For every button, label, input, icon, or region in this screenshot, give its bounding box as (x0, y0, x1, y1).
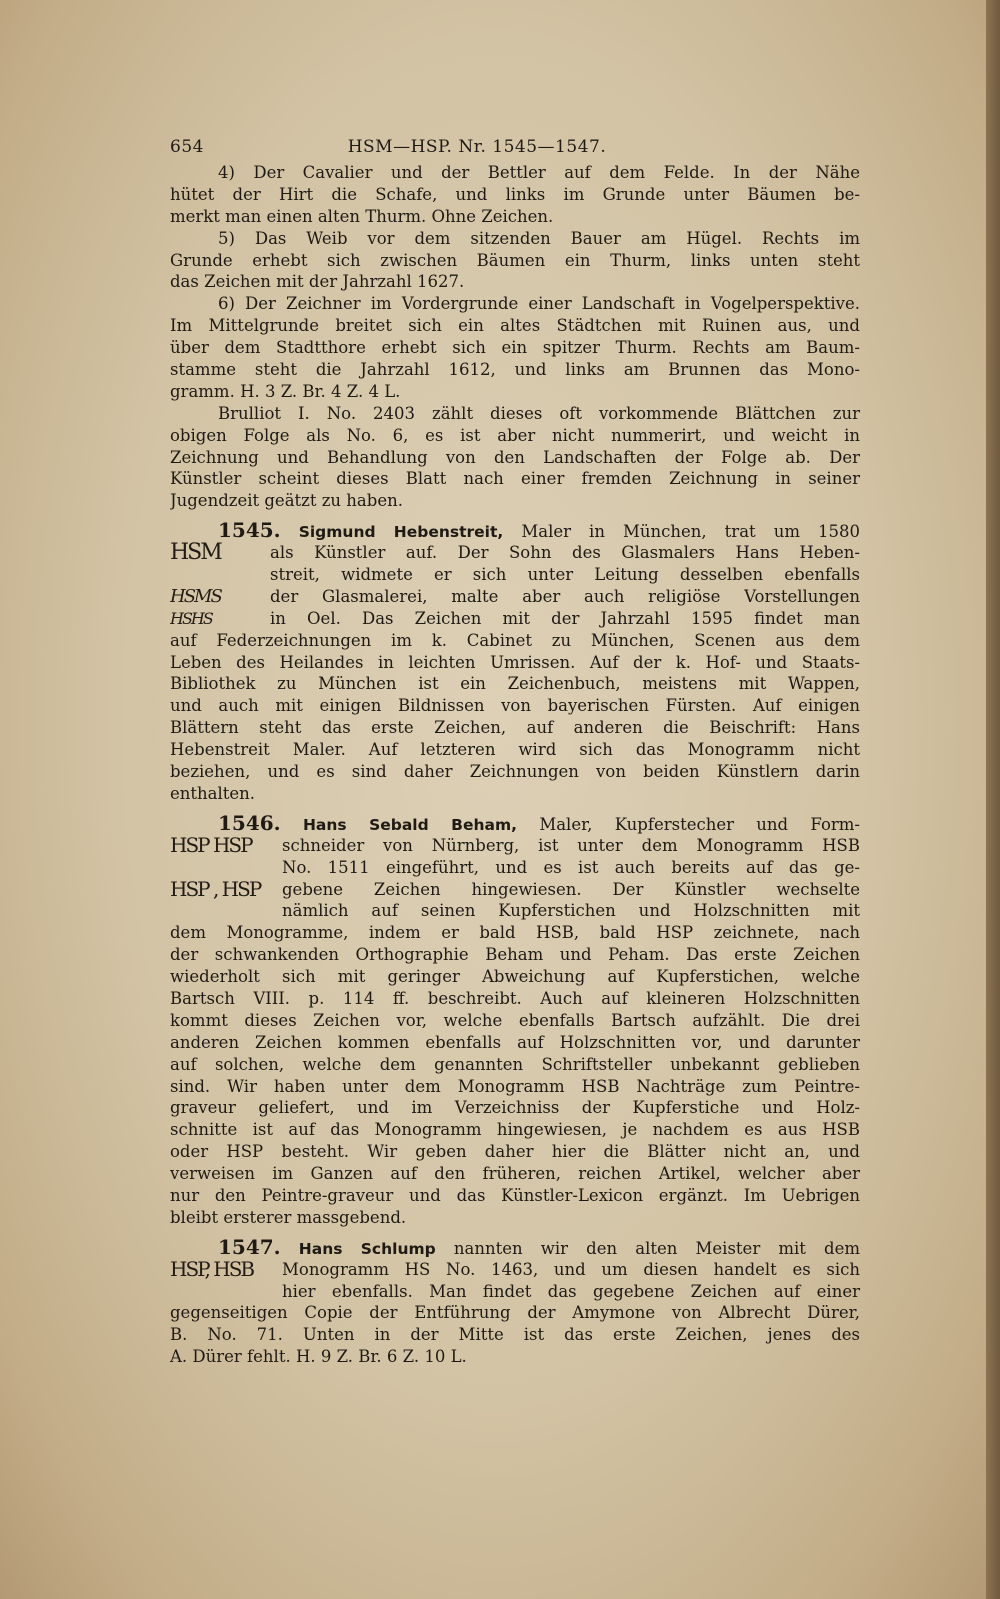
text-line: hütet der Hirt die Schafe, und links im Grunde unter Bäumen be- (170, 184, 860, 204)
text-line: als Künstler auf. Der Sohn des Glasmalers Hans Heben- (270, 543, 860, 563)
text-line: No. 1511 eingeführt, und es ist auch bereits auf das ge- (282, 857, 860, 877)
text-line: merkt man einen alten Thurm. Ohne Zeichen. (170, 206, 554, 226)
text-line: sind. Wir haben unter dem Monogramm HSB Nachträge zum Peintre- (170, 1076, 860, 1096)
text-line: Leben des Heilandes in leichten Umrissen. Auf der k. Hof- und Staats- (170, 652, 860, 672)
text-line: bleibt ersterer massgebend. (170, 1207, 407, 1227)
monogram-image: HSP HSP (170, 834, 252, 857)
text-line: gramm. H. 3 Z. Br. 4 Z. 4 L. (170, 381, 401, 401)
monogram-image: HSMS (170, 585, 221, 607)
text-line: obigen Folge als No. 6, es ist aber nicht nummerirt, und weicht in (170, 425, 860, 445)
text-line: A. Dürer fehlt. H. 9 Z. Br. 6 Z. 10 L. (170, 1347, 467, 1367)
running-header (170, 132, 860, 162)
text-line: streit, widmete er sich unter Leitung desselben ebenfalls (270, 565, 860, 585)
text-line: schneider von Nürnberg, ist unter dem Monogramm HSB (282, 835, 860, 855)
text-line: Grunde erhebt sich zwischen Bäumen ein Thurm, links unten steht (170, 250, 860, 270)
text-line: gegenseitigen Copie der Entführung der Amymone von Albrecht Dürer, (170, 1303, 860, 1323)
text-line: anderen Zeichen kommen ebenfalls auf Holzschnitten vor, und darunter (170, 1032, 860, 1052)
text-line: Monogramm HS No. 1463, und um diesen handelt es sich (282, 1259, 860, 1279)
text-line: 5) Das Weib vor dem sitzenden Bauer am Hügel. Rechts im (218, 228, 860, 248)
text-line: der Glasmalerei, malte aber auch religiöse Vorstellungen (270, 586, 860, 606)
text-line: Künstler scheint dieses Blatt nach einer fremden Zeichnung in seiner (170, 469, 860, 489)
text-line: über dem Stadtthore erhebt sich ein spitzer Thurm. Rechts am Baum- (170, 338, 860, 358)
monogram-image: HSHS (170, 608, 212, 628)
text-line: Jugendzeit geätzt zu haben. (170, 491, 403, 511)
text-line: und auch mit einigen Bildnissen von bayerischen Fürsten. Auf einigen (170, 696, 860, 716)
monogram-image: HSP , HSP (170, 878, 261, 901)
text-line: das Zeichen mit der Jahrzahl 1627. (170, 272, 465, 292)
page-edge (986, 0, 1000, 1599)
text-line: B. No. 71. Unten in der Mitte ist das erste Zeichen, jenes des (170, 1325, 860, 1345)
text-line: schnitte ist auf das Monogramm hingewiesen, je nachdem es aus HSB (170, 1120, 860, 1140)
artist-name: Sigmund Hebenstreit, (298, 523, 504, 542)
entry-1547-heading: 1547. Hans Schlump nannten wir den alten Meister mit dem (218, 1236, 860, 1259)
text-line: beziehen, und es sind daher Zeichnungen von beiden Künstlern darin (170, 762, 860, 782)
page-number: 654 (170, 137, 204, 157)
entry-number: 1545. (218, 520, 281, 543)
text-block (170, 132, 860, 1368)
text-line: wiederholt sich mit geringer Abweichung auf Kupferstichen, welche (170, 967, 860, 987)
text-line: der schwankenden Orthographie Beham und Peham. Das erste Zeichen (170, 945, 860, 965)
text-line: Bartsch VIII. p. 114 ff. beschreibt. Auch auf kleineren Holzschnitten (170, 988, 860, 1008)
text-line: Brulliot I. No. 2403 zählt dieses oft vorkommende Blättchen zur (218, 403, 860, 423)
text-line: kommt dieses Zeichen vor, welche ebenfalls Bartsch aufzählt. Die drei (170, 1010, 860, 1030)
text-line: oder HSP besteht. Wir geben daher hier die Blätter nicht an, und (170, 1142, 860, 1162)
artist-name: Hans Schlump (298, 1239, 436, 1258)
text-line: in Oel. Das Zeichen mit der Jahrzahl 1595 findet man (270, 608, 860, 628)
text-line: Zeichnung und Behandlung von den Landschaften der Folge ab. Der (170, 447, 860, 467)
text-line: 6) Der Zeichner im Vordergrunde einer Landschaft in Vogelperspektive. (218, 294, 860, 314)
text-line: Hebenstreit Maler. Auf letzteren wird sich das Monogramm nicht (170, 740, 860, 760)
text-line: auf solchen, welche dem genannten Schriftsteller unbekannt geblieben (170, 1054, 860, 1074)
text-line: graveur geliefert, und im Verzeichniss der Kupferstiche und Holz- (170, 1098, 860, 1118)
text-line: hier ebenfalls. Man findet das gegebene Zeichen auf einer (282, 1281, 860, 1301)
entry-number: 1546. (218, 812, 281, 835)
text-line: stamme steht die Jahrzahl 1612, und links am Brunnen das Mono- (170, 360, 860, 380)
text-line: 4) Der Cavalier und der Bettler auf dem Felde. In der Nähe (218, 163, 860, 182)
text-line: nur den Peintre-graveur und das Künstler-Lexicon ergänzt. Im Uebrigen (170, 1185, 860, 1205)
text-line: nämlich auf seinen Kupferstichen und Holzschnitten mit (282, 901, 860, 921)
entry-1545-heading: 1545. Sigmund Hebenstreit, Maler in München, trat um 1580 (218, 520, 860, 543)
entry-1546-heading: 1546. Hans Sebald Beham, Maler, Kupferstecher und Form- (218, 812, 860, 835)
text-line: Blättern steht das erste Zeichen, auf anderen die Beischrift: Hans (170, 718, 860, 738)
text-line: dem Monogramme, indem er bald HSB, bald HSP zeichnete, nach (170, 923, 860, 943)
artist-name: Hans Sebald Beham, (302, 815, 518, 834)
text-line: enthalten. (170, 783, 256, 803)
entry-number: 1547. (218, 1236, 281, 1259)
running-title: HSM—HSP. Nr. 1545—1547. (347, 137, 607, 157)
text-line: verweisen im Ganzen auf den früheren, reichen Artikel, welcher aber (170, 1164, 860, 1184)
text-line: Bibliothek zu München ist ein Zeichenbuch, meistens mit Wappen, (170, 674, 860, 694)
text-line: Im Mittelgrunde breitet sich ein altes Städtchen mit Ruinen aus, und (170, 316, 860, 336)
monogram-image: HSM (170, 542, 221, 565)
text-line: gebene Zeichen hingewiesen. Der Künstler wechselte (282, 879, 860, 899)
monogram-image: HSP, HSB (170, 1258, 254, 1281)
text-line: auf Federzeichnungen im k. Cabinet zu München, Scenen aus dem (170, 630, 860, 650)
